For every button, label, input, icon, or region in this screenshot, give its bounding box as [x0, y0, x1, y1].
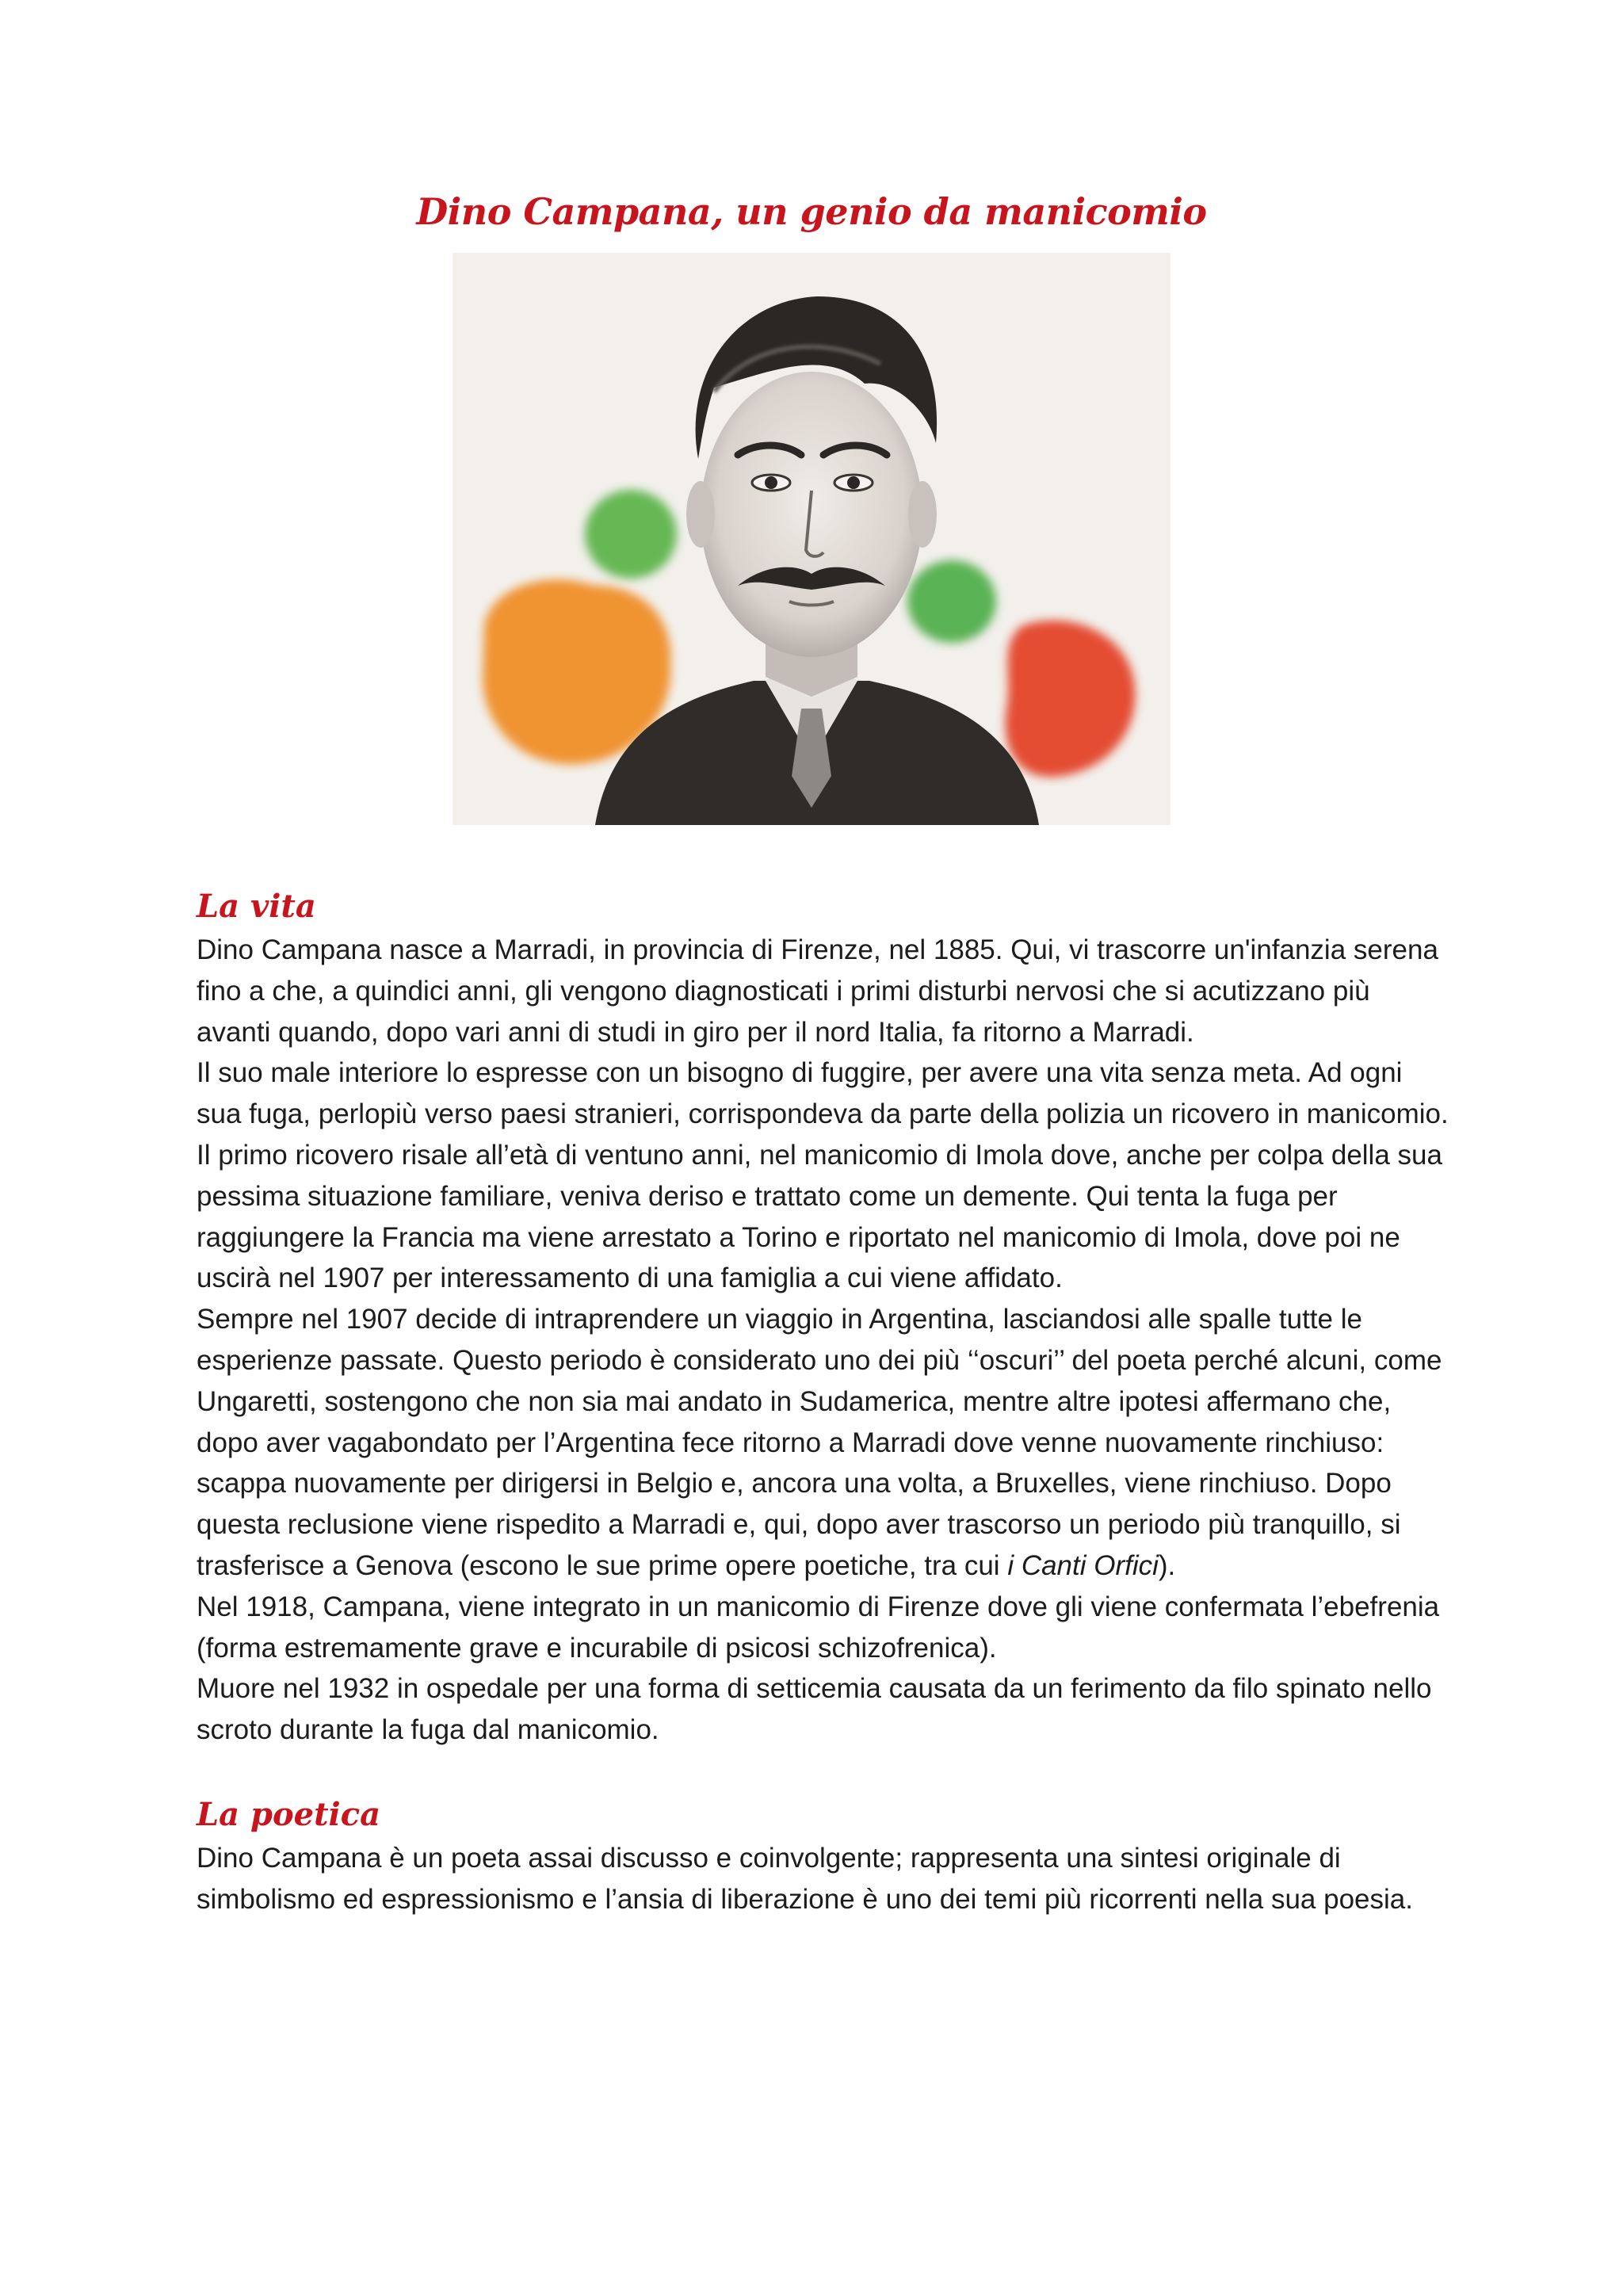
- paragraph: Dino Campana nasce a Marradi, in provincia di Firenze, nel 1885. Qui, vi trascorre un'infanzia serena fino a che, a quindici anni, gli vengono diagnosticati i primi disturbi nervosi che si acutizzano più avanti quando, dopo vari anni di studi in giro per il nord Italia, fa ritorno a Marradi.: [197, 934, 1438, 1048]
- work-title-canti-orfici: i Canti Orfici: [1007, 1549, 1159, 1581]
- page-title: Dino Campana, un genio da manicomio: [416, 190, 1207, 233]
- paragraph-text: ).: [1158, 1549, 1176, 1581]
- section-heading-la-vita: La vita: [197, 888, 316, 925]
- green-splash-left: [585, 490, 677, 579]
- green-splash-right: [907, 560, 996, 643]
- article-body: [197, 884, 1449, 1920]
- section-heading-la-poetica: La poetica: [197, 1795, 381, 1833]
- paragraph: Il suo male interiore lo espresse con un bisogno di fuggire, per avere una vita senza meta. Ad ogni sua fuga, perlopiù verso paesi stranieri, corrispondeva da parte della polizia un ricovero in manicomio. Il primo ricovero risale all’età di ventuno anni, nel manicomio di Imola dove, anche per colpa della sua pessima situazione familiare, veniva deriso e trattato come un demente. Qui tenta la fuga per raggiungere la Francia ma viene arrestato a Torino e riportato nel manicomio di Imola, dove poi ne uscirà nel 1907 per interessamento di una famiglia a cui viene affidato.: [197, 1057, 1449, 1294]
- paragraph: Dino Campana è un poeta assai discusso e coinvolgente; rappresenta una sintesi originale di simbolismo ed espressionismo e l’ansia di liberazione è uno dei temi più ricorrenti nella sua poesia.: [197, 1842, 1413, 1915]
- paragraph: Nel 1918, Campana, viene integrato in un manicomio di Firenze dove gli viene confermata l’ebefrenia (forma estremamente grave e incurabile di psicosi schizofrenica).: [197, 1591, 1440, 1664]
- section-spacer: [197, 1751, 1449, 1792]
- portrait-image: [453, 253, 1170, 825]
- paragraph-text: Sempre nel 1907 decide di intraprendere un viaggio in Argentina, lasciandosi alle spalle tutte le esperienze passate. Questo periodo è considerato uno dei più ‘‘oscuri’’ del poeta perché alcuni, come Ungaretti, sostengono che non sia mai andato in Sudamerica, mentre altre ipotesi affermano che, dopo aver vagabondato per l’Argentina fece ritorno a Marradi dove venne nuovamente rinchiuso: scappa nuovamente per dirigersi in Belgio e, ancora una volta, a Bruxelles, viene rinchiuso. Dopo questa reclusione viene rispedito a Marradi e, qui, dopo aver trascorso un periodo più tranquillo, si trasferisce a Genova (escono le sue prime opere poetiche, tra cui: [197, 1304, 1442, 1581]
- paragraph: Muore nel 1932 in ospedale per una forma di setticemia causata da un ferimento da filo spinato nello scroto durante la fuga dal manicomio.: [197, 1673, 1432, 1746]
- paragraph: [197, 1299, 1449, 1587]
